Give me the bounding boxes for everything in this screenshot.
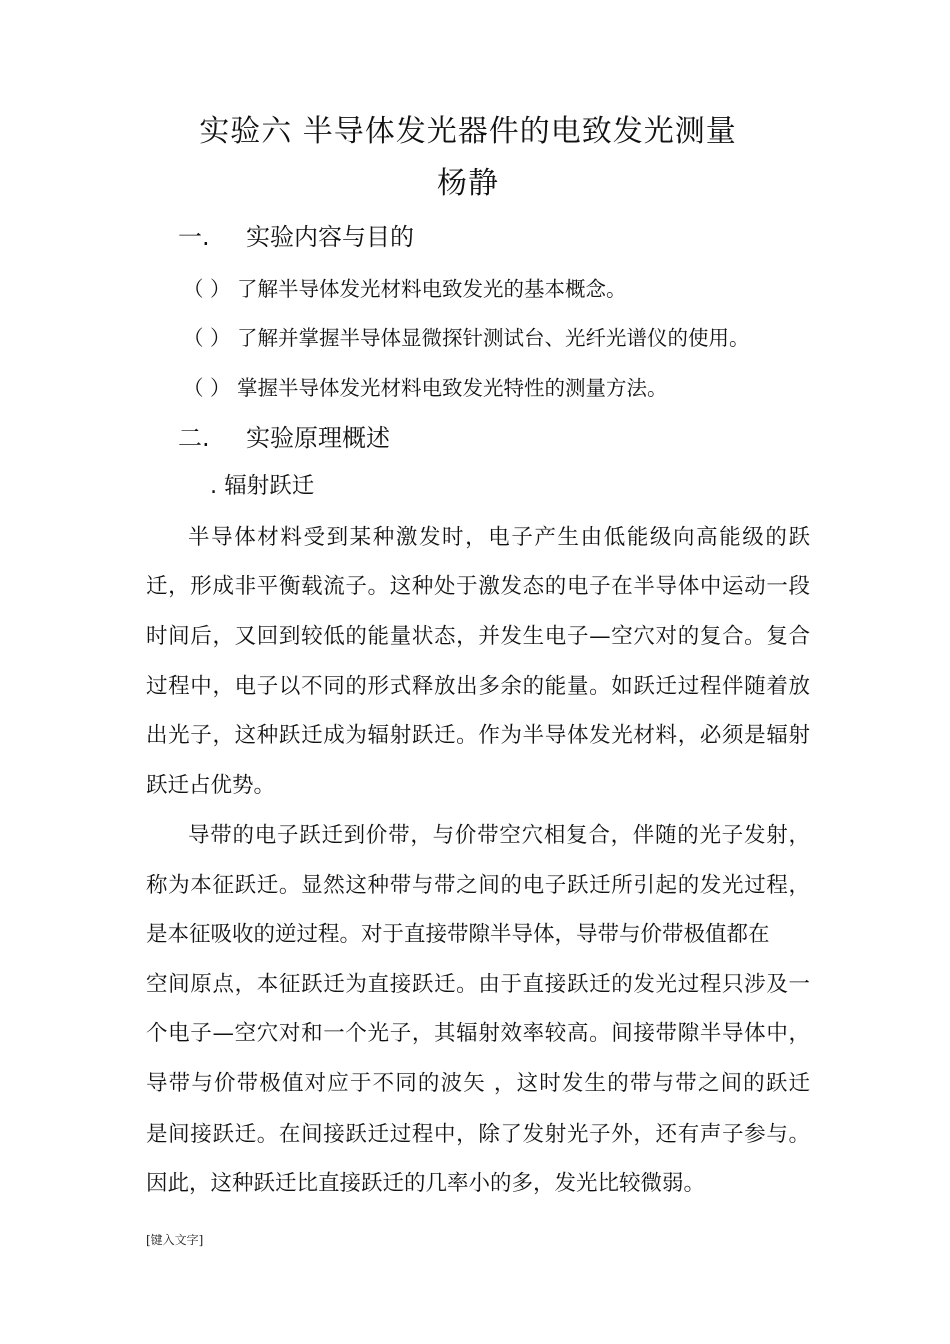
section-heading-2 — [178, 418, 390, 453]
paragraph-line: 出光子，这种跃迁成为辐射跃迁。作为半导体发光材料，必须是辐射 — [146, 723, 810, 748]
paragraph-line: 跃迁占优势。 — [146, 773, 276, 798]
objective-text: 了解半导体发光材料电致发光的基本概念。 — [237, 277, 627, 301]
subsection-heading: . 辐射跃迁 — [210, 473, 315, 499]
blank-parenthesis: （ ） — [183, 376, 231, 400]
section-number: 一. — [178, 223, 210, 251]
blank-parenthesis: （ ） — [183, 277, 231, 301]
paragraph-line: 空间原点，本征跃迁为直接跃迁。由于直接跃迁的发光过程只涉及一 — [146, 972, 810, 997]
paragraph-line: 因此，这种跃迁比直接跃迁的几率小的多，发光比较微弱。 — [146, 1171, 706, 1196]
paragraph-line: 是本征吸收的逆过程。对于直接带隙半导体，导带与价带极值都在 — [146, 922, 770, 947]
section-title: 实验内容与目的 — [246, 223, 414, 251]
paragraph-line: 导带的电子跃迁到价带，与价带空穴相复合，伴随的光子发射， — [188, 823, 810, 848]
objective-text: 掌握半导体发光材料电致发光特性的测量方法。 — [237, 376, 668, 400]
paragraph-line: 个电子—空穴对和一个光子，其辐射效率较高。间接带隙半导体中， — [146, 1021, 810, 1046]
objective-item-1 — [183, 272, 627, 302]
paragraph-line: 称为本征跃迁。显然这种带与带之间的电子跃迁所引起的发光过程， — [146, 873, 810, 898]
objective-item-2 — [183, 321, 750, 351]
objective-text: 了解并掌握半导体显微探针测试台、光纤光谱仪的使用。 — [237, 326, 750, 350]
document-title: 实验六 半导体发光器件的电致发光测量 — [199, 114, 737, 149]
paragraph-line: 导带与价带极值对应于不同的波矢 ，这时发生的带与带之间的跃迁 — [146, 1071, 810, 1096]
paragraph-line: 迁，形成非平衡载流子。这种处于激发态的电子在半导体中运动一段 — [146, 574, 810, 599]
section-title: 实验原理概述 — [246, 424, 390, 452]
blank-parenthesis: （ ） — [183, 326, 231, 350]
paragraph-line: 时间后，又回到较低的能量状态，并发生电子—空穴对的复合。复合 — [146, 624, 810, 649]
paragraph-line: 是间接跃迁。在间接跃迁过程中，除了发射光子外，还有声子参与。 — [146, 1122, 810, 1147]
paragraph-line: 半导体材料受到某种激发时，电子产生由低能级向高能级的跃 — [188, 525, 810, 550]
document-author: 杨静 — [437, 166, 499, 201]
section-heading-1 — [178, 217, 414, 252]
paragraph-line: 过程中，电子以不同的形式释放出多余的能量。如跃迁过程伴随着放 — [146, 674, 810, 699]
objective-item-3 — [183, 371, 668, 401]
section-number: 二. — [178, 424, 210, 452]
footer-placeholder: [键入文字] — [146, 1233, 204, 1247]
